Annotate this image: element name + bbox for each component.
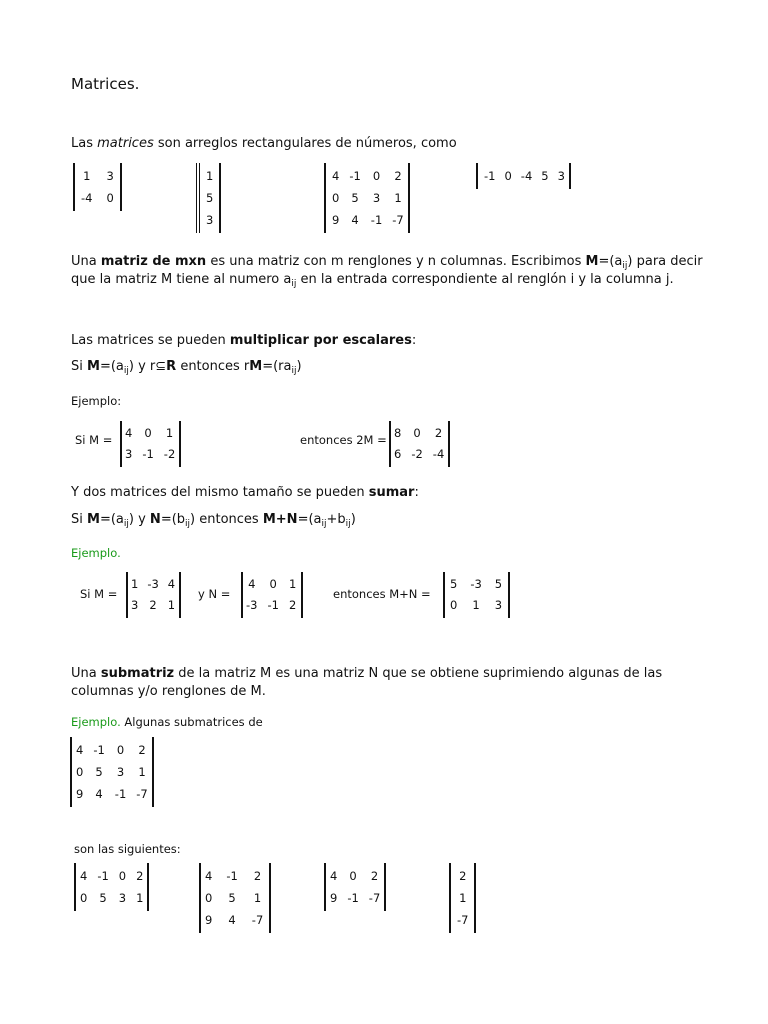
scalar-example-label: Ejemplo: — [71, 394, 122, 408]
sum-matrix-result — [443, 572, 510, 618]
submatrix-example-label: Ejemplo. — [71, 715, 121, 729]
page-title: Matrices. — [71, 75, 140, 93]
matrix-cell: -1 — [349, 169, 361, 183]
matrix-cell: 5 — [99, 891, 107, 905]
example-matrix-2x2 — [73, 163, 122, 211]
intro-text: Las — [71, 136, 98, 151]
matrix-cell: -1 — [347, 891, 359, 905]
matrix-cell: 3 — [106, 169, 114, 183]
example-matrix-3x1 — [196, 163, 221, 233]
matrix-cell: 2 — [149, 598, 157, 612]
matrix-cell: 9 — [76, 787, 84, 801]
matrix-cell: -3 — [147, 577, 159, 591]
matrix-cell: 0 — [116, 743, 125, 757]
matrix-cell: 2 — [459, 869, 467, 883]
matrix-cell: -1 — [93, 743, 105, 757]
matrix-cell: -4 — [520, 169, 533, 183]
scalar-heading: Las matrices se pueden multiplicar por escalares: — [71, 333, 417, 348]
matrix-cell: -7 — [457, 913, 469, 927]
matrix-cell: 0 — [372, 169, 381, 183]
matrix-cell: 1 — [206, 169, 214, 183]
matrix-cell: 3 — [372, 191, 381, 205]
matrix-cell: -3 — [470, 577, 482, 591]
matrix-cell: 4 — [76, 743, 84, 757]
matrix-cell: 2 — [434, 426, 443, 440]
matrix-cell: 1 — [459, 891, 467, 905]
matrix-cell: 3 — [131, 598, 139, 612]
sum-matrix-m — [126, 572, 181, 618]
matrix-cell: 2 — [370, 869, 379, 883]
matrix-cell: 1 — [136, 891, 144, 905]
matrix-cell: 0 — [269, 577, 277, 591]
subset-symbol: ⊆ — [155, 359, 167, 374]
matrix-cell: -2 — [411, 447, 423, 461]
matrix-cell: 0 — [144, 426, 152, 440]
scalar-formula: Si $M=(a_{ij})$ y r⊆R entonces $rM=(ra_{ij})$ — [71, 359, 302, 376]
matrix-cell: 9 — [330, 891, 338, 905]
matrix-cell: 0 — [118, 869, 127, 883]
matrix-cell: 1 — [167, 598, 176, 612]
matrix-cell: -3 — [246, 598, 258, 612]
matrix-cell: 5 — [228, 891, 236, 905]
matrix-cell: -7 — [368, 891, 381, 905]
matrix-cell: 5 — [541, 169, 549, 183]
submatrix-example: Ejemplo. Algunas submatrices de — [71, 715, 263, 729]
submatrix-line-1: Una submatriz de la matriz M es una matriz N que se obtiene suprimiendo algunas de las — [71, 666, 663, 681]
matrix-cell: 5 — [351, 191, 359, 205]
definition-line-2: que la matriz M tiene al numero $a_{ij}$ en la entrada correspondiente al renglón i y la columna j. — [71, 272, 674, 289]
submatrix-line-2: columnas y/o renglones de M. — [71, 684, 266, 699]
matrix-cell: 4 — [330, 869, 338, 883]
matrix-cell: 0 — [349, 869, 357, 883]
sum-matrix-n — [241, 572, 303, 618]
matrix-cell: 4 — [248, 577, 256, 591]
submatrix-3 — [324, 863, 386, 911]
submatrix-base-matrix — [70, 737, 154, 807]
matrix-cell: -4 — [81, 191, 93, 205]
matrix-cell: 0 — [504, 169, 512, 183]
sum-lhs-label: Si M = — [80, 587, 118, 601]
matrix-cell: 3 — [206, 213, 214, 227]
example-matrix-1x5 — [476, 163, 571, 189]
matrix-cell: 1 — [253, 891, 262, 905]
matrix-cell: -1 — [97, 869, 109, 883]
intro-text-end: son arreglos rectangulares de números, como — [153, 136, 457, 151]
matrix-cell: 1 — [83, 169, 91, 183]
matrix-cell: -7 — [392, 213, 404, 227]
submatrix-2 — [199, 863, 271, 933]
matrix-cell: -1 — [226, 869, 238, 883]
matrix-cell: -1 — [484, 169, 496, 183]
matrix-cell: 4 — [125, 426, 133, 440]
matrix-cell: -1 — [114, 787, 127, 801]
matrix-cell: 1 — [472, 598, 480, 612]
matrix-cell: 4 — [351, 213, 359, 227]
matrix-cell: 5 — [450, 577, 458, 591]
matrix-cell: -4 — [432, 447, 445, 461]
matrix-cell: 0 — [332, 191, 340, 205]
matrix-cell: 0 — [106, 191, 114, 205]
matrix-cell: 2 — [394, 169, 402, 183]
scalar-lhs-label: Si M = — [75, 433, 113, 447]
matrix-cell: 5 — [494, 577, 503, 591]
matrix-cell: 1 — [138, 765, 146, 779]
matrix-cell: 8 — [394, 426, 402, 440]
sum-rhs-label: entonces M+N = — [333, 587, 431, 601]
matrix-cell: 1 — [394, 191, 402, 205]
sum-formula: Si $M=(a_{ij})$ y $N=(b_{ij})$ entonces $M+N=(a_{ij}+b_{ij})$ — [71, 512, 356, 529]
matrix-cell: -1 — [267, 598, 279, 612]
submatrix-1 — [74, 863, 149, 911]
intro-paragraph — [71, 135, 457, 153]
definition-line-1: Una matriz de mxn es una matriz con m renglones y n columnas. Escribimos $M=(a_{ij})$ para decir — [71, 254, 703, 271]
matrix-cell: 2 — [253, 869, 262, 883]
matrix-cell: -1 — [370, 213, 383, 227]
sum-mid-label: y N = — [198, 587, 231, 601]
matrix-cell: 0 — [205, 891, 213, 905]
scalar-matrix-m — [120, 421, 181, 467]
matrix-cell: 3 — [118, 891, 127, 905]
matrix-cell: 1 — [131, 577, 139, 591]
matrix-cell: 4 — [332, 169, 340, 183]
matrix-cell: 0 — [76, 765, 84, 779]
matrix-cell: 4 — [228, 913, 236, 927]
matrix-cell: 2 — [288, 598, 297, 612]
matrix-cell: 4 — [80, 869, 88, 883]
matrix-cell: 6 — [394, 447, 402, 461]
sum-example-label: Ejemplo. — [71, 546, 121, 560]
matrix-cell: -7 — [251, 913, 264, 927]
matrix-cell: 5 — [206, 191, 214, 205]
matrix-cell: 3 — [116, 765, 125, 779]
matrix-cell: 0 — [450, 598, 458, 612]
matrix-cell: 4 — [205, 869, 213, 883]
matrix-cell: 3 — [557, 169, 565, 183]
matrix-cell: 9 — [332, 213, 340, 227]
matrix-cell: 4 — [95, 787, 103, 801]
example-matrix-3x4 — [324, 163, 410, 233]
matrix-cell: 2 — [138, 743, 146, 757]
scalar-matrix-result — [389, 421, 450, 467]
scalar-rhs-label: entonces 2M = — [300, 433, 387, 447]
matrix-cell: -2 — [163, 447, 176, 461]
matrix-cell: 9 — [205, 913, 213, 927]
submatrix-following-label: son las siguientes: — [74, 842, 181, 856]
matrix-cell: 0 — [413, 426, 421, 440]
matrix-cell: -1 — [142, 447, 154, 461]
matrix-cell: 2 — [136, 869, 144, 883]
matrix-cell: 3 — [494, 598, 503, 612]
intro-emphasis: matrices — [97, 136, 154, 151]
submatrix-4 — [449, 863, 476, 933]
matrix-cell: 5 — [95, 765, 103, 779]
sum-heading: Y dos matrices del mismo tamaño se pueden sumar: — [71, 485, 419, 500]
matrix-cell: 3 — [125, 447, 133, 461]
matrix-cell: 0 — [80, 891, 88, 905]
matrix-cell: 1 — [288, 577, 297, 591]
matrix-cell: -7 — [136, 787, 148, 801]
matrix-cell: 4 — [167, 577, 176, 591]
matrix-cell: 1 — [165, 426, 174, 440]
